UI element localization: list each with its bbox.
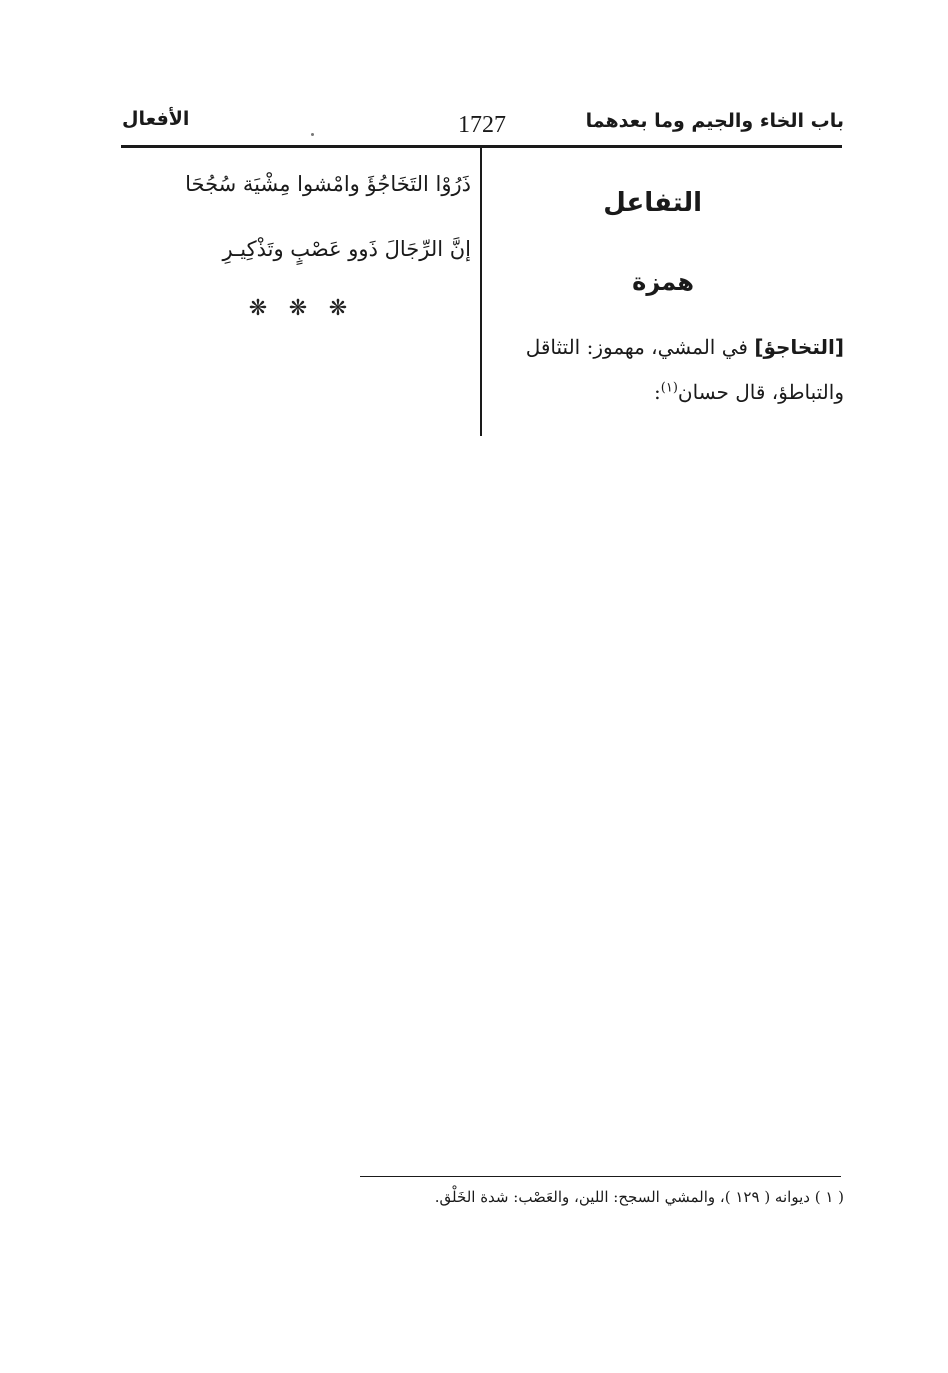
section-title: التفاعل	[603, 188, 702, 218]
footnote-rule	[360, 1176, 841, 1177]
section-label: الأفعال	[122, 108, 190, 130]
header-speck	[311, 133, 314, 136]
entry-line-1-text: في المشي، مهموز: التثاقل	[525, 335, 755, 359]
entry-line-1	[484, 335, 844, 359]
verse-line-2: إنَّ الرِّجَالَ ذَوو عَصْبٍ وتَذْكِيـرِ	[222, 237, 471, 261]
chapter-title: باب الخاء والجيم وما بعدهما	[585, 110, 844, 132]
entry-line-2-text: والتباطؤ، قال حسان	[677, 380, 844, 404]
entry-keyword: [التخاجؤ]	[754, 335, 844, 359]
separator-star: ❋	[328, 296, 352, 321]
verse-line-1: ذَرُوْا التَخَاجُؤَ وامْشوا مِشْيَة سُجُحَا	[185, 172, 471, 196]
separator-star: ❋	[288, 296, 312, 321]
footnote-text: ( ١ ) ديوانه ( ١٢٩ )، والمشي السجح: اللين، والعَصْب: شدة الخَلْق.	[434, 1188, 844, 1206]
footnote-reference[interactable]: (١)	[660, 380, 678, 396]
sub-title: همزة	[632, 268, 694, 296]
page-number: 1727	[458, 112, 506, 138]
section-separator	[240, 296, 360, 321]
entry-line-2	[484, 380, 844, 404]
entry-line-2-end: :	[654, 380, 661, 404]
column-divider	[480, 148, 482, 436]
separator-star: ❋	[248, 296, 272, 321]
